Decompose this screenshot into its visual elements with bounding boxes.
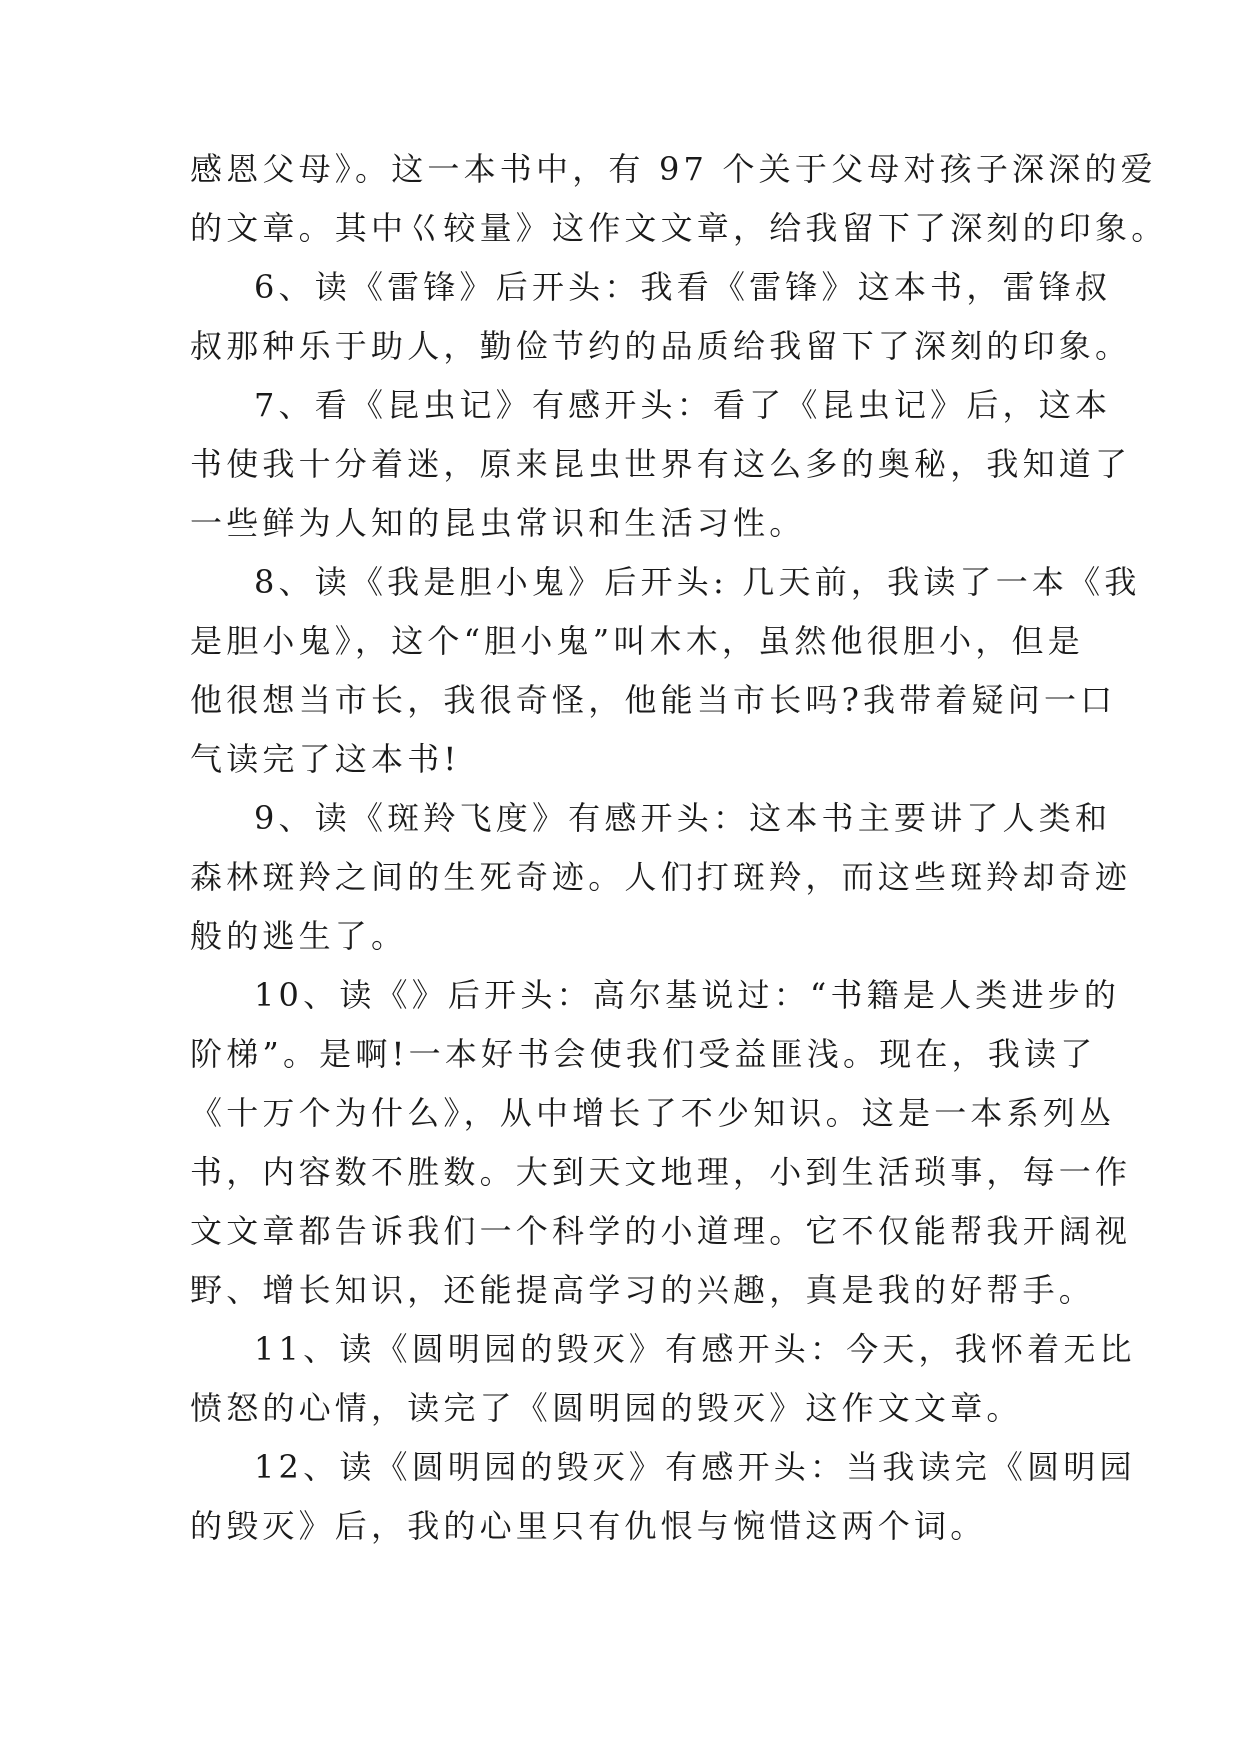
text-line: 书使我十分着迷，原来昆虫世界有这么多的奥秘，我知道了 (190, 445, 1132, 483)
paragraph-start-line: 8、读《我是胆小鬼》后开头: 几天前，我读了一本《我 (254, 563, 1141, 601)
text-line: 气读完了这本书! (190, 740, 461, 778)
paragraph-start-line: 7、看《昆虫记》有感开头：看了《昆虫记》后，这本 (254, 386, 1112, 424)
document-body (190, 140, 1168, 1556)
text-line: 书，内容数不胜数。大到天文地理，小到生活琐事，每一作 (190, 1153, 1132, 1191)
text-line: 《十万个为什么》，从中增长了不少知识。这是一本系列丛 (190, 1094, 1116, 1132)
text-line: 一些鲜为人知的昆虫常识和生活习性。 (190, 504, 806, 542)
paragraph-start-line: 11、读《圆明园的毁灭》有感开头：今天，我怀着无比 (254, 1330, 1136, 1368)
text-line: 感恩父母》。这一本书中，有 97 个关于父母对孩子深深的爱 (190, 150, 1157, 188)
text-line: 是胆小鬼》，这个“胆小鬼”叫木木，虽然他很胆小，但是 (190, 622, 1084, 660)
paragraph-start-line: 10、读《》后开头：高尔基说过：“书籍是人类进步的 (254, 976, 1121, 1014)
text-line: 野、增长知识，还能提高学习的兴趣，真是我的好帮手。 (190, 1271, 1096, 1309)
paragraph-start-line: 12、读《圆明园的毁灭》有感开头：当我读完《圆明园 (254, 1448, 1136, 1486)
text-line: 阶梯”。是啊!一本好书会使我们受益匪浅。现在，我读了 (190, 1035, 1097, 1073)
text-line: 叔那种乐于助人，勤俭节约的品质给我留下了深刻的印象。 (190, 327, 1132, 365)
text-line: 森林斑羚之间的生死奇迹。人们打斑羚，而这些斑羚却奇迹 (190, 858, 1132, 896)
text-line: 愤怒的心情，读完了《圆明园的毁灭》这作文文章。 (190, 1389, 1023, 1427)
text-line: 的文章。其中巜较量》这作文文章，给我留下了深刻的印象。 (190, 209, 1168, 247)
paragraph-start-line: 9、读《斑羚飞度》有感开头：这本书主要讲了人类和 (254, 799, 1112, 837)
text-line: 他很想当市长，我很奇怪，他能当市长吗?我带着疑问一口 (190, 681, 1117, 719)
paragraph-start-line: 6、读《雷锋》后开头：我看《雷锋》这本书，雷锋叔 (254, 268, 1112, 306)
text-line: 文文章都告诉我们一个科学的小道理。它不仅能帮我开阔视 (190, 1212, 1132, 1250)
text-line: 般的逃生了。 (190, 917, 408, 955)
text-line: 的毁灭》后，我的心里只有仇恨与惋惜这两个词。 (190, 1507, 987, 1545)
